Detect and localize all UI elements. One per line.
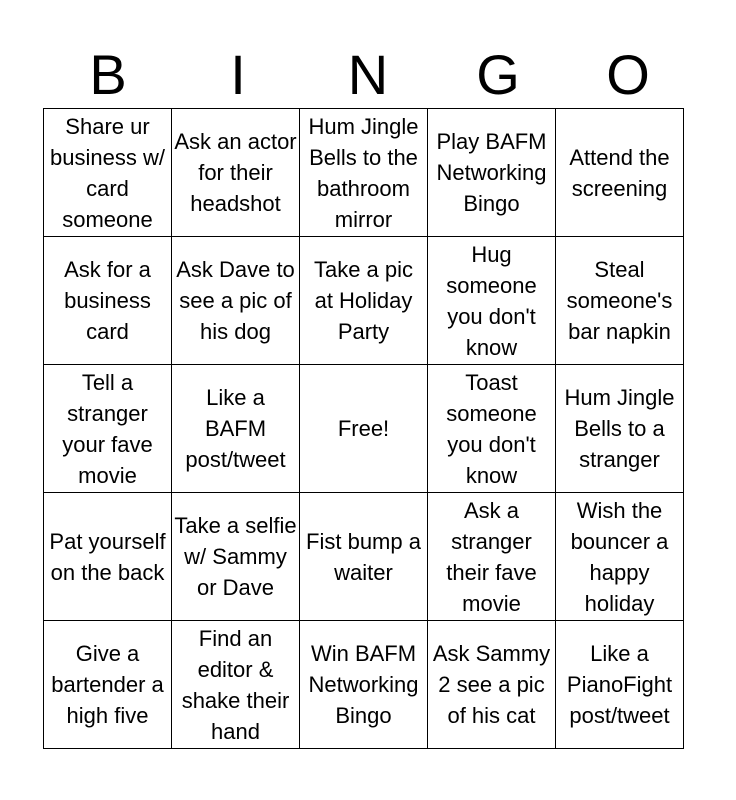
free-space-cell[interactable]: Free! (300, 365, 428, 493)
bingo-cell[interactable]: Take a selfie w/ Sammy or Dave (172, 493, 300, 621)
board-row (44, 109, 684, 237)
bingo-cell[interactable]: Ask Sammy 2 see a pic of his cat (428, 621, 556, 749)
header-letter-n: N (347, 43, 389, 106)
bingo-cell[interactable]: Hum Jingle Bells to the bathroom mirror (300, 109, 428, 237)
header-letter-g: G (476, 43, 520, 106)
bingo-cell[interactable]: Share ur business w/ card someone (44, 109, 172, 237)
board-row (44, 621, 684, 749)
bingo-cell[interactable]: Ask a stranger their fave movie (428, 493, 556, 621)
bingo-cell[interactable]: Win BAFM Networking Bingo (300, 621, 428, 749)
bingo-cell[interactable]: Take a pic at Holiday Party (300, 237, 428, 365)
bingo-cell[interactable]: Attend the screening (556, 109, 684, 237)
board-row (44, 237, 684, 365)
bingo-cell[interactable]: Tell a stranger your fave movie (44, 365, 172, 493)
bingo-cell[interactable]: Ask for a business card (44, 237, 172, 365)
board-row (44, 365, 684, 493)
header-letter-o: O (606, 43, 650, 106)
bingo-cell[interactable]: Play BAFM Networking Bingo (428, 109, 556, 237)
bingo-cell[interactable]: Like a BAFM post/tweet (172, 365, 300, 493)
bingo-cell[interactable]: Wish the bouncer a happy holiday (556, 493, 684, 621)
bingo-cell[interactable]: Steal someone's bar napkin (556, 237, 684, 365)
bingo-cell[interactable]: Give a bartender a high five (44, 621, 172, 749)
bingo-cell[interactable]: Ask an actor for their headshot (172, 109, 300, 237)
bingo-cell[interactable]: Like a PianoFight post/tweet (556, 621, 684, 749)
bingo-cell[interactable]: Pat yourself on the back (44, 493, 172, 621)
board-row (44, 493, 684, 621)
bingo-cell[interactable]: Hum Jingle Bells to a stranger (556, 365, 684, 493)
bingo-header (43, 44, 693, 106)
header-letter-b: B (89, 43, 127, 106)
bingo-cell[interactable]: Toast someone you don't know (428, 365, 556, 493)
header-letter-i: I (230, 43, 246, 106)
bingo-cell[interactable]: Hug someone you don't know (428, 237, 556, 365)
bingo-cell[interactable]: Fist bump a waiter (300, 493, 428, 621)
bingo-cell[interactable]: Ask Dave to see a pic of his dog (172, 237, 300, 365)
bingo-board (43, 108, 684, 749)
bingo-cell[interactable]: Find an editor & shake their hand (172, 621, 300, 749)
